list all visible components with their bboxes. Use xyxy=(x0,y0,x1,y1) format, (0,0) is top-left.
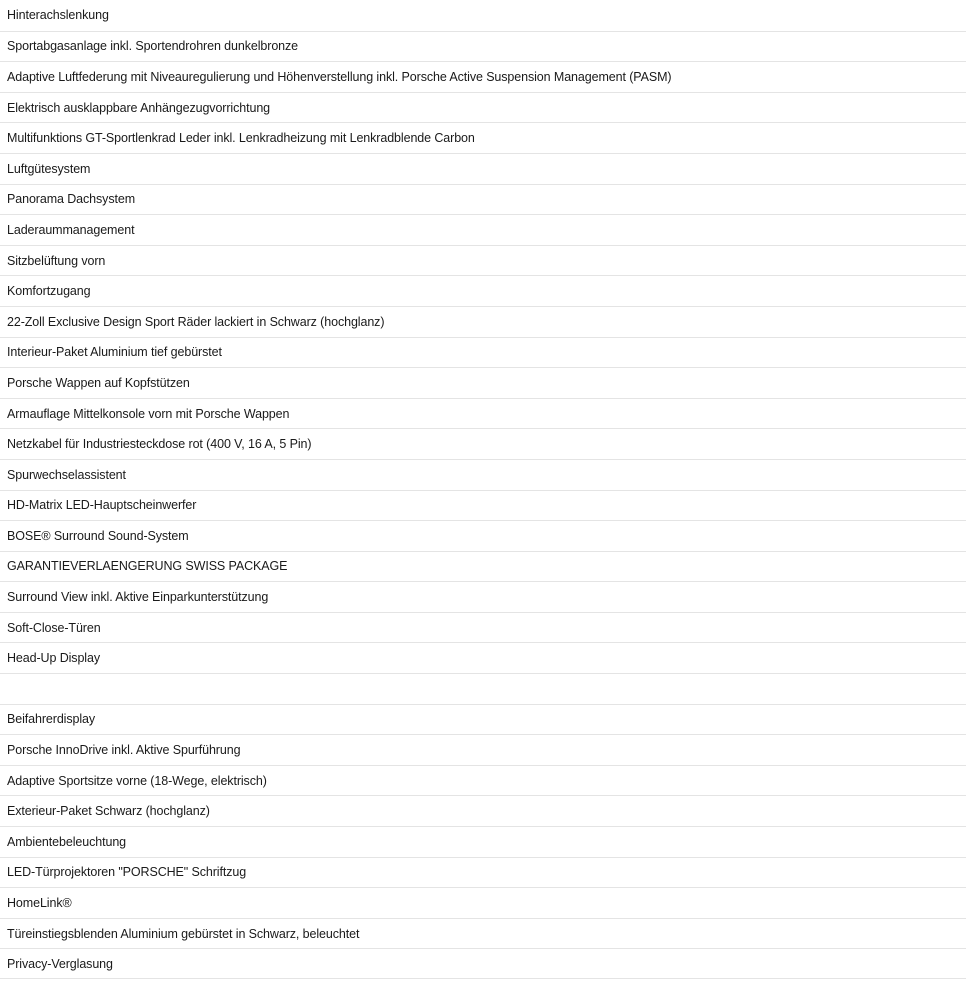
list-item: Porsche InnoDrive inkl. Aktive Spurführung xyxy=(0,734,966,765)
list-item: GARANTIEVERLAENGERUNG SWISS PACKAGE xyxy=(0,551,966,582)
list-item: Hinterachslenkung xyxy=(7,8,109,23)
list-item: Adaptive Luftfederung mit Niveauregulierung und Höhenverstellung inkl. Porsche Active Suspension Management (PASM) xyxy=(0,61,966,92)
list-item-empty xyxy=(0,673,966,704)
list-item: Sportabgasanlage inkl. Sportendrohren dunkelbronze xyxy=(0,31,966,62)
list-item: Luftgütesystem xyxy=(0,153,966,184)
list-item: Multifunktions GT-Sportlenkrad Leder inkl. Lenkradheizung mit Lenkradblende Carbon xyxy=(0,122,966,153)
list-item: Elektrisch ausklappbare Anhängezugvorrichtung xyxy=(0,92,966,123)
list-item: Laderaummanagement xyxy=(0,214,966,245)
list-item: Surround View inkl. Aktive Einparkunterstützung xyxy=(0,581,966,612)
list-item: Beifahrerdisplay xyxy=(0,704,966,735)
list-item: HomeLink® xyxy=(0,887,966,918)
list-item: Exterieur-Paket Schwarz (hochglanz) xyxy=(0,795,966,826)
list-item: Komfortzugang xyxy=(0,275,966,306)
list-item: LED-Türprojektoren "PORSCHE" Schriftzug xyxy=(0,857,966,888)
list-item: Porsche Wappen auf Kopfstützen xyxy=(0,367,966,398)
list-item: 22-Zoll Exclusive Design Sport Räder lackiert in Schwarz (hochglanz) xyxy=(0,306,966,337)
list-item: Soft-Close-Türen xyxy=(0,612,966,643)
list-item: Spurwechselassistent xyxy=(0,459,966,490)
list-item: Ambientebeleuchtung xyxy=(0,826,966,857)
list-item: Panorama Dachsystem xyxy=(0,184,966,215)
list-item: Adaptive Sportsitze vorne (18-Wege, elektrisch) xyxy=(0,765,966,796)
list-item: Sitzbelüftung vorn xyxy=(0,245,966,276)
list-item: Netzkabel für Industriesteckdose rot (400 V, 16 A, 5 Pin) xyxy=(0,428,966,459)
list-item: Armauflage Mittelkonsole vorn mit Porsche Wappen xyxy=(0,398,966,429)
list-item: BOSE® Surround Sound-System xyxy=(0,520,966,551)
list-item: Privacy-Verglasung xyxy=(0,948,966,979)
list-item: Türeinstiegsblenden Aluminium gebürstet in Schwarz, beleuchtet xyxy=(0,918,966,949)
list-item: Head-Up Display xyxy=(0,642,966,673)
list-item: HD-Matrix LED-Hauptscheinwerfer xyxy=(0,490,966,521)
list-item: Interieur-Paket Aluminium tief gebürstet xyxy=(0,337,966,368)
